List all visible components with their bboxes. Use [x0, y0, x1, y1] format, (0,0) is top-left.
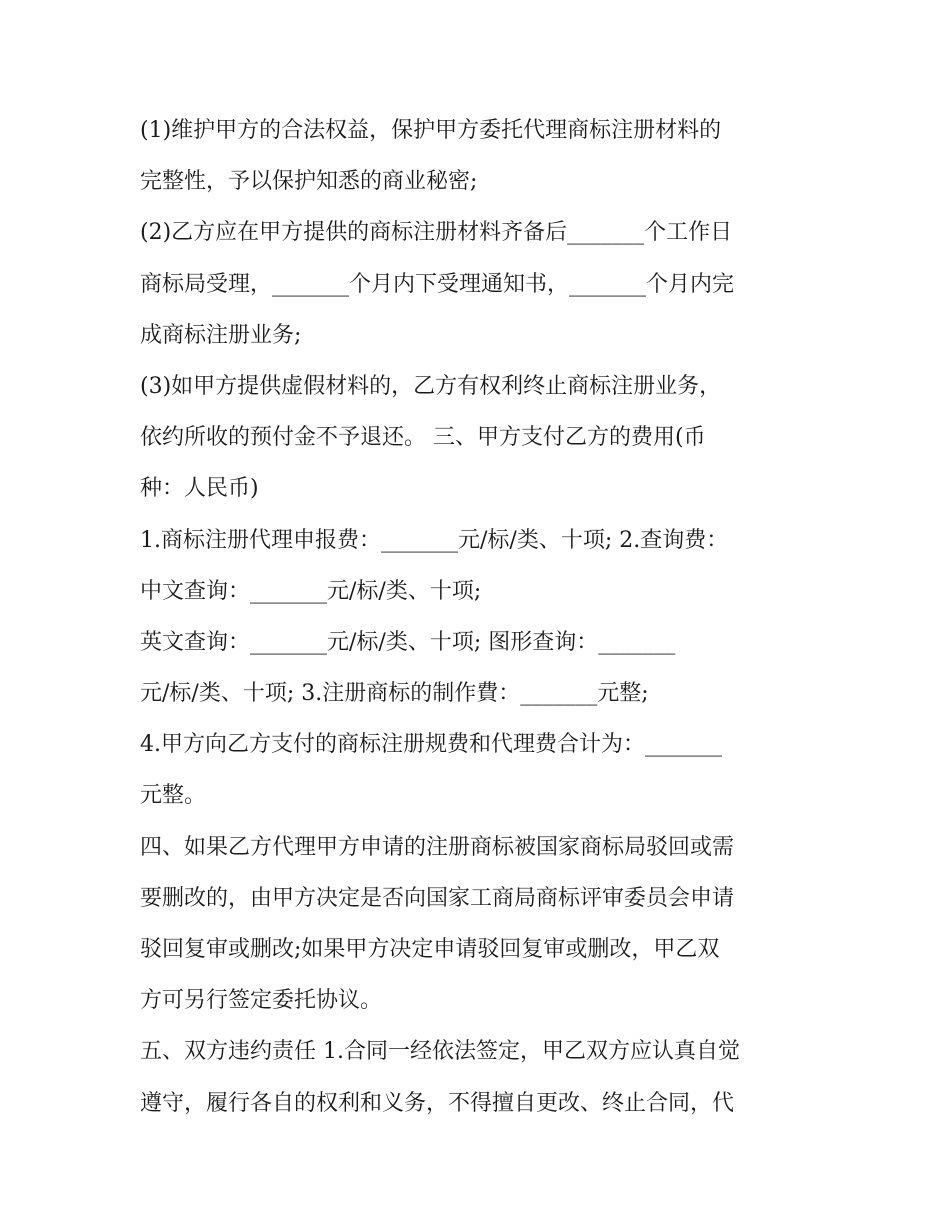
- text-line: 元整。: [140, 783, 207, 809]
- text-line: (3)如甲方提供虚假材料的，乙方有权利终止商标注册业务，: [140, 373, 722, 399]
- contract-text: [140, 105, 820, 1129]
- text-line: (2)乙方应在甲方提供的商标注册材料齐备后_______个工作日: [140, 220, 733, 246]
- text-line: 1.商标注册代理申报费：_______元/标/类、十项; 2.查询费：: [140, 527, 729, 553]
- text-line: 成商标注册业务;: [140, 322, 302, 348]
- text-line: 五、双方违约责任 1.合同一经依法签定，甲乙双方应认真自觉: [140, 1039, 740, 1065]
- text-line: 元/标/类、十项; 3.注册商标的制作費：_______元整;: [140, 681, 649, 707]
- text-line: 4.甲方向乙方支付的商标注册规费和代理费合计为：_______: [140, 732, 722, 758]
- text-line: 种：人民币): [140, 476, 259, 502]
- text-line: 驳回复审或删改;如果甲方决定申请驳回复审或删改，甲乙双: [140, 937, 720, 962]
- text-line: 商标局受理，_______个月内下受理通知书，_______个月内完: [140, 271, 735, 297]
- text-line: 中文查询：_______元/标/类、十项;: [140, 578, 482, 604]
- text-line: 完整性，予以保护知悉的商业秘密;: [140, 169, 478, 195]
- text-line: (1)维护甲方的合法权益，保护甲方委托代理商标注册材料的: [140, 118, 722, 143]
- text-line: 遵守，履行各自的权利和义务，不得擅自更改、终止合同，代: [140, 1090, 735, 1116]
- text-line: 四、如果乙方代理甲方申请的注册商标被国家商标局驳回或需: [140, 834, 735, 860]
- text-line: 依约所收的预付金不予退还。 三、甲方支付乙方的费用(币: [140, 425, 706, 451]
- text-line: 要删改的，由甲方决定是否向国家工商局商标评审委员会申请: [140, 885, 735, 911]
- text-line: 英文查询：_______元/标/类、十项; 图形查询：_______: [140, 629, 676, 655]
- text-line: 方可另行签定委托协议。: [140, 988, 383, 1014]
